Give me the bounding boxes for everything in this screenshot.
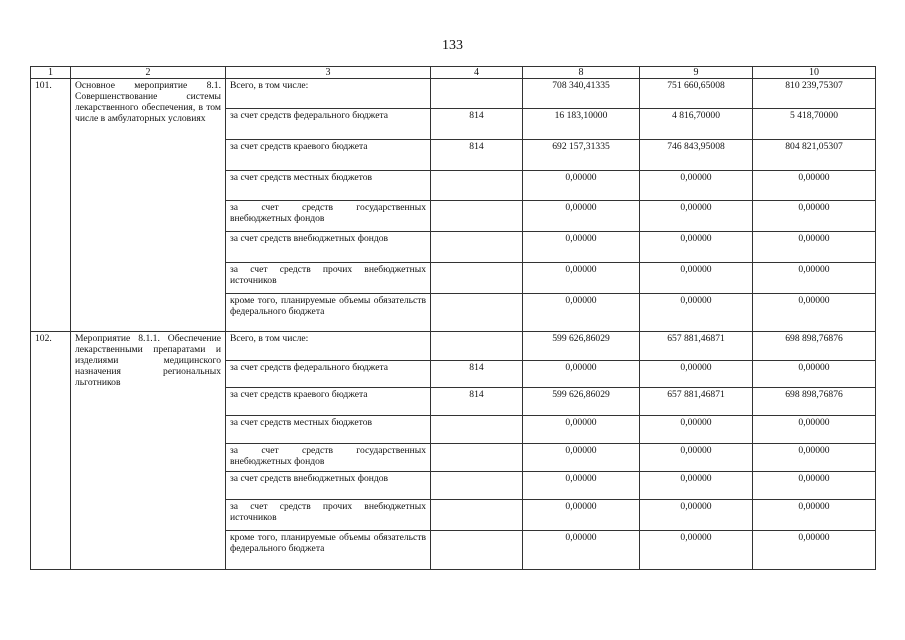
funding-source: за счет средств федерального бюджета — [226, 361, 431, 388]
budget-code — [431, 416, 523, 444]
funding-source: Всего, в том числе: — [226, 79, 431, 109]
funding-source: кроме того, планируемые объемы обязательств федерального бюджета — [226, 294, 431, 332]
budget-code — [431, 500, 523, 531]
value-col-9: 0,00000 — [640, 444, 753, 472]
budget-code: 814 — [431, 361, 523, 388]
value-col-9: 746 843,95008 — [640, 140, 753, 171]
value-col-8: 0,00000 — [523, 472, 640, 500]
value-col-10: 804 821,05307 — [753, 140, 876, 171]
value-col-8: 708 340,41335 — [523, 79, 640, 109]
value-col-8: 599 626,86029 — [523, 388, 640, 416]
budget-code — [431, 444, 523, 472]
value-col-9: 0,00000 — [640, 500, 753, 531]
budget-code — [431, 79, 523, 109]
value-col-10: 0,00000 — [753, 531, 876, 570]
value-col-10: 0,00000 — [753, 361, 876, 388]
budget-table — [30, 66, 876, 570]
value-col-8: 0,00000 — [523, 416, 640, 444]
value-col-9: 751 660,65008 — [640, 79, 753, 109]
value-col-8: 0,00000 — [523, 531, 640, 570]
funding-source: за счет средств прочих внебюджетных источников — [226, 263, 431, 294]
value-col-9: 0,00000 — [640, 531, 753, 570]
measure-name: Мероприятие 8.1.1. Обеспечение лекарственными препаратами и изделиями медицинского назначения региональных льготников — [71, 332, 226, 570]
value-col-10: 0,00000 — [753, 232, 876, 263]
table-row — [31, 79, 876, 109]
table-row — [31, 332, 876, 361]
value-col-10: 0,00000 — [753, 500, 876, 531]
table-body — [31, 79, 876, 570]
value-col-9: 0,00000 — [640, 201, 753, 232]
page-number: 133 — [442, 38, 463, 53]
value-col-10: 810 239,75307 — [753, 79, 876, 109]
header-col-9: 9 — [640, 67, 753, 79]
value-col-9: 0,00000 — [640, 294, 753, 332]
value-col-8: 0,00000 — [523, 171, 640, 201]
funding-source: за счет средств местных бюджетов — [226, 171, 431, 201]
value-col-8: 0,00000 — [523, 294, 640, 332]
funding-source: за счет средств внебюджетных фондов — [226, 472, 431, 500]
row-number: 102. — [31, 332, 71, 570]
funding-source: за счет средств государственных внебюджетных фондов — [226, 444, 431, 472]
budget-code — [431, 171, 523, 201]
funding-source: за счет средств краевого бюджета — [226, 388, 431, 416]
funding-source: за счет средств федерального бюджета — [226, 109, 431, 140]
value-col-8: 692 157,31335 — [523, 140, 640, 171]
value-col-8: 0,00000 — [523, 500, 640, 531]
value-col-8: 16 183,10000 — [523, 109, 640, 140]
value-col-9: 0,00000 — [640, 472, 753, 500]
value-col-10: 5 418,70000 — [753, 109, 876, 140]
budget-code: 814 — [431, 109, 523, 140]
funding-source: кроме того, планируемые объемы обязательств федерального бюджета — [226, 531, 431, 570]
value-col-9: 0,00000 — [640, 232, 753, 263]
value-col-8: 0,00000 — [523, 444, 640, 472]
value-col-8: 0,00000 — [523, 201, 640, 232]
budget-code — [431, 472, 523, 500]
value-col-8: 599 626,86029 — [523, 332, 640, 361]
budget-code — [431, 332, 523, 361]
budget-code: 814 — [431, 140, 523, 171]
value-col-10: 0,00000 — [753, 263, 876, 294]
value-col-10: 698 898,76876 — [753, 388, 876, 416]
header-row — [31, 67, 876, 79]
value-col-10: 0,00000 — [753, 472, 876, 500]
header-col-1: 1 — [31, 67, 71, 79]
value-col-8: 0,00000 — [523, 263, 640, 294]
value-col-9: 0,00000 — [640, 416, 753, 444]
value-col-10: 698 898,76876 — [753, 332, 876, 361]
row-number: 101. — [31, 79, 71, 332]
budget-code — [431, 294, 523, 332]
value-col-9: 0,00000 — [640, 361, 753, 388]
budget-code — [431, 232, 523, 263]
value-col-9: 4 816,70000 — [640, 109, 753, 140]
budget-code — [431, 263, 523, 294]
header-col-8: 8 — [523, 67, 640, 79]
value-col-10: 0,00000 — [753, 294, 876, 332]
header-col-3: 3 — [226, 67, 431, 79]
value-col-9: 0,00000 — [640, 171, 753, 201]
funding-source: за счет средств местных бюджетов — [226, 416, 431, 444]
value-col-9: 0,00000 — [640, 263, 753, 294]
value-col-10: 0,00000 — [753, 201, 876, 232]
funding-source: за счет средств краевого бюджета — [226, 140, 431, 171]
funding-source: за счет средств прочих внебюджетных источников — [226, 500, 431, 531]
value-col-8: 0,00000 — [523, 361, 640, 388]
measure-name: Основное мероприятие 8.1. Совершенствование системы лекарственного обеспечения, в том числе в амбулаторных условиях — [71, 79, 226, 332]
value-col-10: 0,00000 — [753, 171, 876, 201]
budget-code — [431, 531, 523, 570]
header-col-2: 2 — [71, 67, 226, 79]
value-col-9: 657 881,46871 — [640, 332, 753, 361]
budget-code: 814 — [431, 388, 523, 416]
header-col-4: 4 — [431, 67, 523, 79]
budget-code — [431, 201, 523, 232]
value-col-9: 657 881,46871 — [640, 388, 753, 416]
funding-source: Всего, в том числе: — [226, 332, 431, 361]
funding-source: за счет средств государственных внебюджетных фондов — [226, 201, 431, 232]
value-col-10: 0,00000 — [753, 444, 876, 472]
funding-source: за счет средств внебюджетных фондов — [226, 232, 431, 263]
value-col-10: 0,00000 — [753, 416, 876, 444]
value-col-8: 0,00000 — [523, 232, 640, 263]
header-col-10: 10 — [753, 67, 876, 79]
